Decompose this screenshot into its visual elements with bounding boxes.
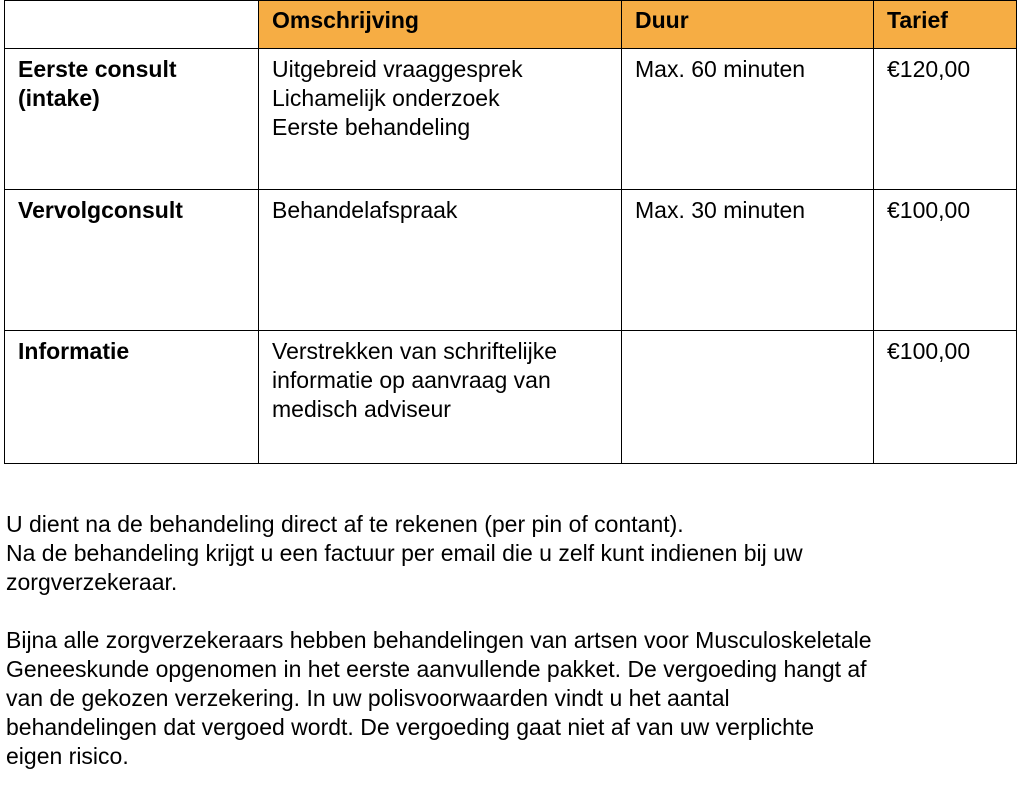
header-cell-description: Omschrijving	[259, 1, 622, 49]
row-description-line: Eerste behandeling	[272, 114, 471, 140]
row-duration: Max. 30 minuten	[622, 190, 874, 331]
payment-notes	[6, 510, 1016, 800]
row-label	[5, 331, 259, 464]
paragraph-line: Bijna alle zorgverzekeraars hebben behandelingen van artsen voor Musculoskeletale	[6, 627, 872, 653]
header-cell-price: Tarief	[874, 1, 1017, 49]
row-description-line: Lichamelijk onderzoek	[272, 85, 500, 111]
header-cell-duration: Duur	[622, 1, 874, 49]
insurance-paragraph	[6, 626, 1016, 771]
payment-paragraph	[6, 510, 1016, 597]
row-label-line: Vervolgconsult	[18, 197, 183, 223]
row-duration: Max. 60 minuten	[622, 49, 874, 190]
row-label-line: Eerste consult	[18, 56, 177, 82]
paragraph-line: Geneeskunde opgenomen in het eerste aanvullende pakket. De vergoeding hangt af	[6, 656, 867, 682]
rates-table	[4, 0, 1017, 464]
table-header-row	[5, 1, 1017, 49]
row-description	[259, 190, 622, 331]
row-description-line: Uitgebreid vraaggesprek	[272, 56, 523, 82]
paragraph-line: U dient na de behandeling direct af te rekenen (per pin of contant).	[6, 511, 684, 537]
row-price: €100,00	[874, 331, 1017, 464]
row-description-line: Behandelafspraak	[272, 197, 458, 223]
row-label	[5, 190, 259, 331]
row-label-line: Informatie	[18, 338, 130, 364]
paragraph-line: van de gekozen verzekering. In uw polisvoorwaarden vindt u het aantal	[6, 685, 730, 711]
paragraph-line: Na de behandeling krijgt u een factuur per email die u zelf kunt indienen bij uw	[6, 540, 803, 566]
row-description	[259, 49, 622, 190]
row-label	[5, 49, 259, 190]
paragraph-line: eigen risico.	[6, 743, 129, 769]
row-description	[259, 331, 622, 464]
paragraph-line: zorgverzekeraar.	[6, 569, 178, 595]
row-label-line: (intake)	[18, 85, 100, 111]
table-row	[5, 331, 1017, 464]
row-duration	[622, 331, 874, 464]
table-row	[5, 49, 1017, 190]
row-price: €100,00	[874, 190, 1017, 331]
header-cell-empty	[5, 1, 259, 49]
row-price: €120,00	[874, 49, 1017, 190]
table-row	[5, 190, 1017, 331]
row-description-line: medisch adviseur	[272, 396, 451, 422]
row-description-line: Verstrekken van schriftelijke	[272, 338, 558, 364]
row-description-line: informatie op aanvraag van	[272, 367, 551, 393]
paragraph-line: behandelingen dat vergoed wordt. De vergoeding gaat niet af van uw verplichte	[6, 714, 815, 740]
